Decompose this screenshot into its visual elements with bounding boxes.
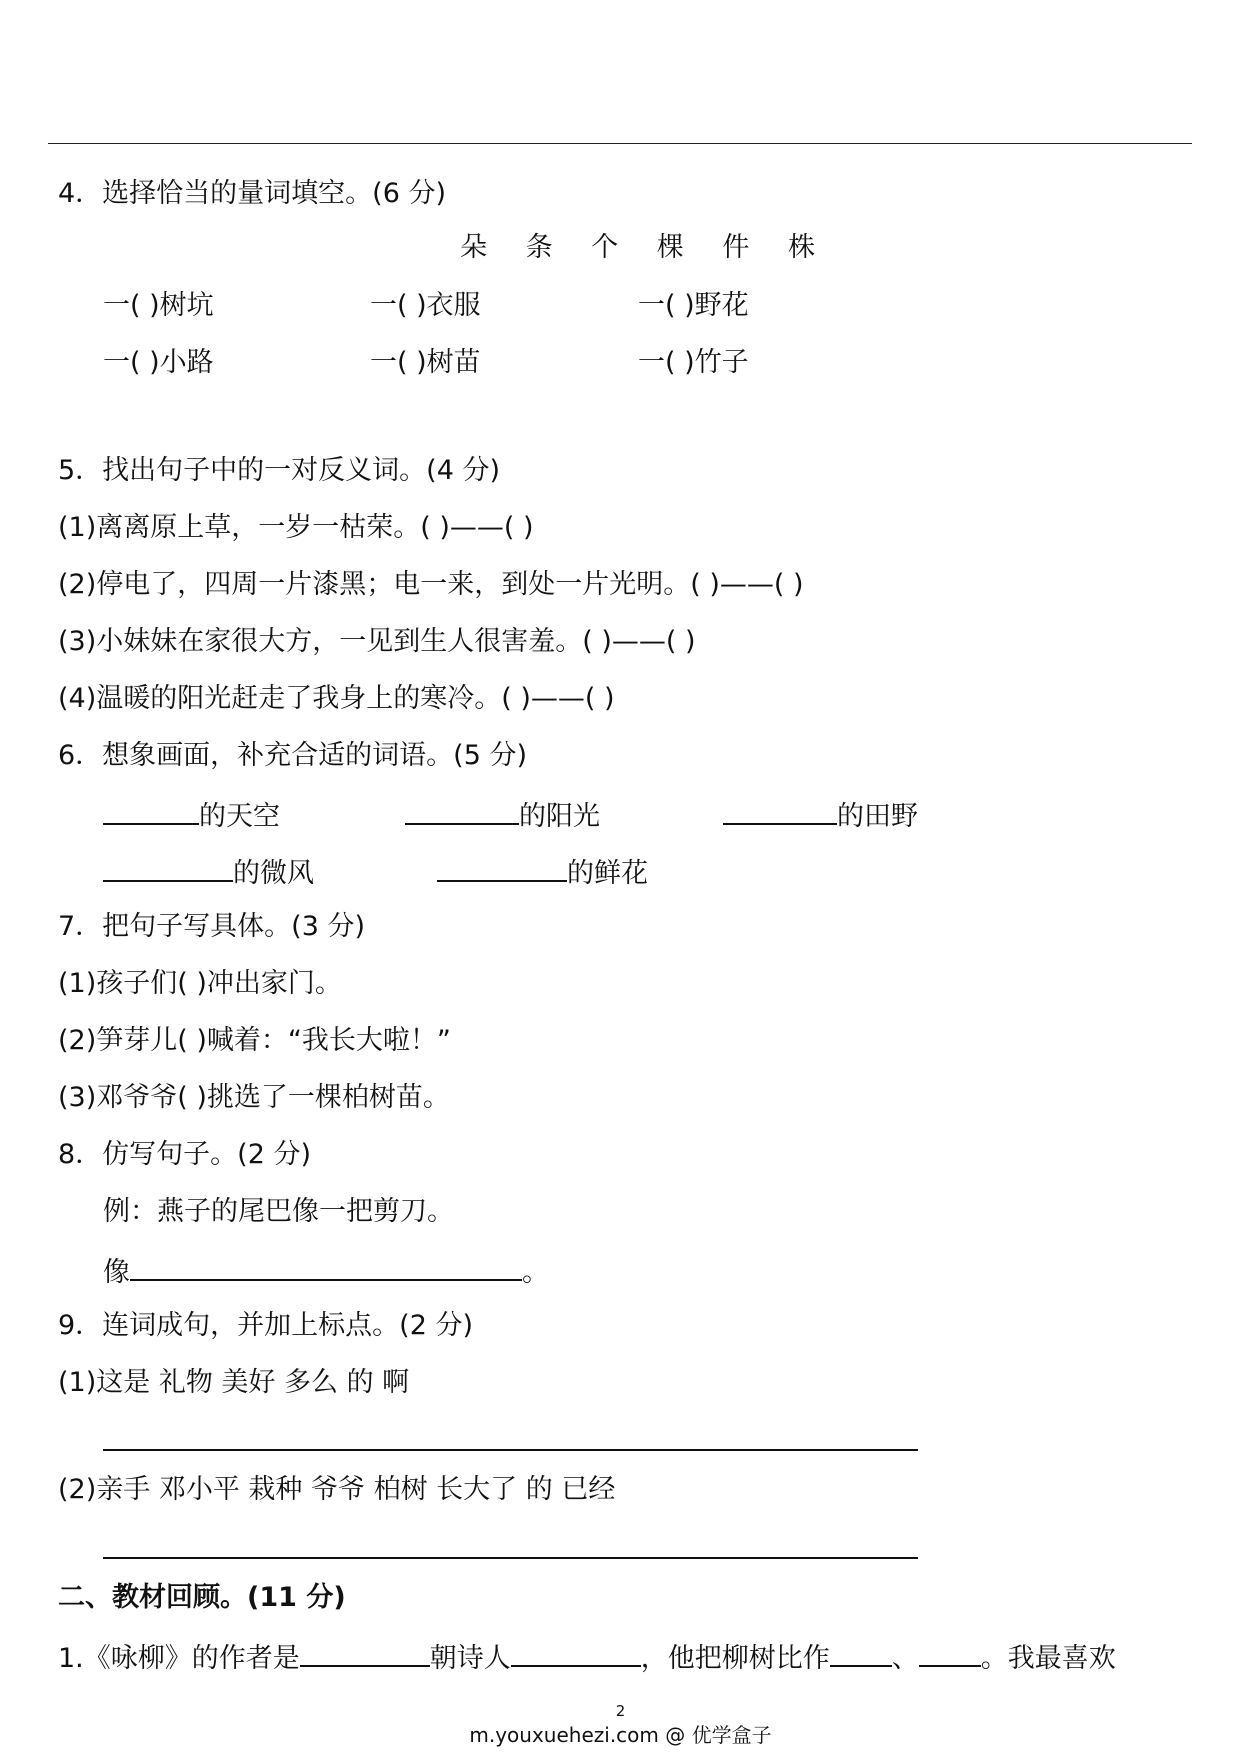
q6-item: 的鲜花 xyxy=(437,852,648,892)
q5-title: 5．找出句子中的一对反义词。(4 分) xyxy=(58,455,501,486)
q6-item: 的微风 xyxy=(103,852,314,892)
q7-item: (3)邓爷爷( )挑选了一棵柏树苗。 xyxy=(58,1082,450,1113)
q6-title: 6．想象画面，补充合适的词语。(5 分) xyxy=(58,740,528,771)
answer-blank[interactable] xyxy=(919,1637,981,1667)
q6-item: 的田野 xyxy=(723,795,918,835)
answer-blank[interactable] xyxy=(405,795,519,825)
answer-blank[interactable] xyxy=(723,795,837,825)
q4-word-bank xyxy=(460,230,845,266)
word-option: 棵 xyxy=(656,232,684,263)
answer-line[interactable] xyxy=(103,1449,918,1451)
q7-item: (1)孩子们( )冲出家门。 xyxy=(58,968,342,999)
q8-example: 例：燕子的尾巴像一把剪刀。 xyxy=(103,1196,454,1227)
header-rule xyxy=(48,143,1192,144)
q8-title: 8．仿写句子。(2 分) xyxy=(58,1139,312,1170)
q9-title: 9．连词成句，并加上标点。(2 分) xyxy=(58,1310,474,1341)
q5-item: (1)离离原上草，一岁一枯荣。( )——( ) xyxy=(58,512,534,543)
q4-item: 一( )小路 xyxy=(103,347,214,378)
q9-item: (1)这是 礼物 美好 多么 的 啊 xyxy=(58,1367,410,1398)
q4-item: 一( )竹子 xyxy=(638,347,749,378)
q5-item: (4)温暖的阳光赶走了我身上的寒冷。( )——( ) xyxy=(58,683,615,714)
q4-item: 一( )野花 xyxy=(638,290,749,321)
answer-blank[interactable] xyxy=(103,852,233,882)
q4-item: 一( )衣服 xyxy=(370,290,481,321)
q4-item: 一( )树坑 xyxy=(103,290,214,321)
word-option: 件 xyxy=(722,232,750,263)
word-option: 朵 xyxy=(460,232,487,263)
answer-blank[interactable] xyxy=(300,1637,430,1667)
footer-site: m.youxuehezi.com @ 优学盒子 xyxy=(469,1723,772,1747)
q6-item: 的天空 xyxy=(103,795,280,835)
q7-item: (2)笋芽儿( )喊着：“我长大啦！” xyxy=(58,1025,451,1056)
answer-blank[interactable] xyxy=(103,795,199,825)
answer-blank[interactable] xyxy=(130,1251,522,1281)
q4-item: 一( )树苗 xyxy=(370,347,481,378)
section2-q1: 1.《咏柳》的作者是 朝诗人 ，他把柳树比作 、 。我最喜欢 xyxy=(58,1637,1116,1677)
page-number: 2 xyxy=(615,1702,626,1720)
q8-prompt: 像 。 xyxy=(103,1251,549,1291)
answer-blank[interactable] xyxy=(511,1637,641,1667)
q5-item: (3)小妹妹在家很大方，一见到生人很害羞。( )——( ) xyxy=(58,626,696,657)
q4-title: 4．选择恰当的量词填空。(6 分) xyxy=(58,178,447,209)
q6-item: 的阳光 xyxy=(405,795,600,835)
word-option: 条 xyxy=(525,232,553,263)
answer-line[interactable] xyxy=(103,1557,918,1559)
answer-blank[interactable] xyxy=(437,852,567,882)
word-option: 个 xyxy=(591,232,619,263)
word-option: 株 xyxy=(787,232,815,263)
section-title: 二、教材回顾。(11 分) xyxy=(58,1582,346,1613)
q9-item: (2)亲手 邓小平 栽种 爷爷 柏树 长大了 的 已经 xyxy=(58,1474,616,1505)
q5-item: (2)停电了，四周一片漆黑；电一来，到处一片光明。( )——( ) xyxy=(58,569,804,600)
answer-blank[interactable] xyxy=(830,1637,892,1667)
q7-title: 7．把句子写具体。(3 分) xyxy=(58,911,366,942)
